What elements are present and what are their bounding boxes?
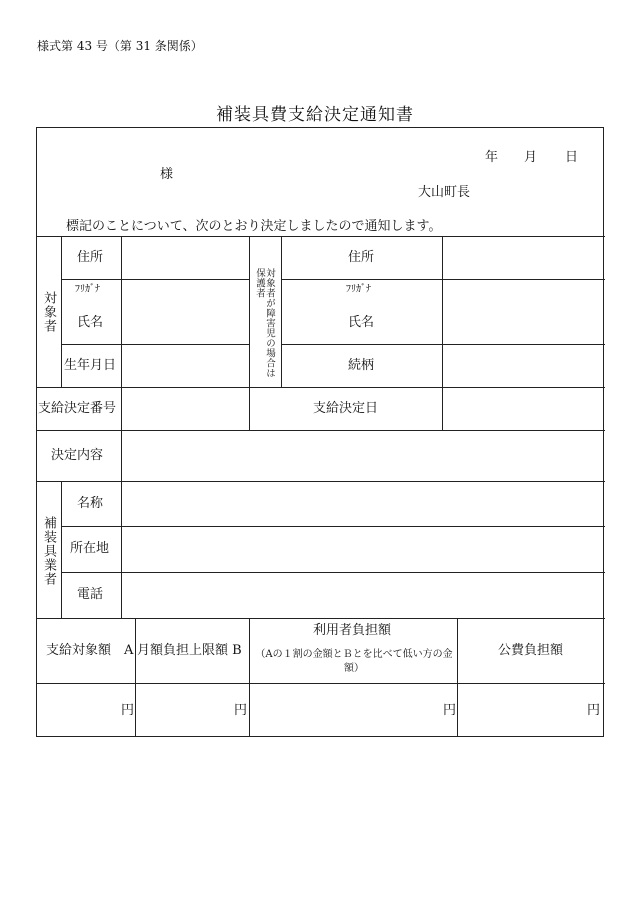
intro-text: 標記のことについて、次のとおり決定しましたので通知します。 [66,219,442,234]
divider [121,387,122,430]
date-year-label: 年 [485,150,499,165]
decision-content-label: 決定内容 [51,448,104,463]
guardian-address-label: 住所 [348,250,375,265]
subject-label: 対象者 [41,291,56,333]
guardian-relationship-label: 続柄 [348,358,375,373]
user-burden-note: （Aの１割の金額とＢとを比べて低い方の金額） [255,649,453,674]
divider [37,387,605,388]
public-burden-yen: 円 [587,703,601,718]
divider [249,618,250,737]
divider [442,236,443,387]
document-title: 補装具費支給決定通知書 [216,105,414,125]
monthly-cap-yen: 円 [234,703,248,718]
divider [37,618,605,619]
subject-name-label: 氏名 [77,315,104,330]
divider [37,236,605,237]
subject-address-label: 住所 [77,250,104,265]
divider [61,344,249,345]
date-month-label: 月 [524,150,538,165]
guardian-label: 対象者が障害児の場合は保護者 [253,268,275,378]
subject-furigana-label: ﾌﾘｶﾞﾅ [75,284,100,295]
divider [135,618,136,737]
divider [61,279,249,280]
decision-date-label: 支給決定日 [313,401,379,416]
monthly-cap-label: 月額負担上限額 B [137,643,242,658]
target-amount-label: 支給対象額 A [46,643,134,658]
divider [121,481,122,618]
vendor-name-label: 名称 [77,496,104,511]
divider [61,236,62,387]
divider [121,236,122,387]
vendor-label: 補装具業者 [41,516,56,586]
subject-birthdate-label: 生年月日 [64,358,117,373]
divider [61,526,605,527]
vendor-phone-label: 電話 [77,587,104,602]
vendor-location-label: 所在地 [70,541,110,556]
divider [442,387,443,430]
divider [121,430,122,481]
divider [37,481,605,482]
divider [281,236,282,387]
divider [61,481,62,618]
form-frame [36,127,604,737]
target-amount-yen: 円 [121,703,135,718]
recipient-honorific: 様 [160,167,174,182]
guardian-furigana-label: ﾌﾘｶﾞﾅ [346,284,371,295]
public-burden-label: 公費負担額 [498,643,564,658]
divider [281,279,605,280]
date-day-label: 日 [565,150,579,165]
guardian-name-label: 氏名 [348,315,375,330]
divider [249,387,250,430]
divider [37,430,605,431]
divider [457,618,458,737]
divider [249,236,250,387]
divider [61,572,605,573]
divider [281,344,605,345]
issuer-name: 大山町長 [418,185,471,200]
user-burden-yen: 円 [443,703,457,718]
divider [37,683,605,684]
decision-number-label: 支給決定番号 [38,401,117,416]
user-burden-label: 利用者負担額 [313,623,392,638]
form-number: 様式第 43 号（第 31 条関係） [37,39,203,53]
